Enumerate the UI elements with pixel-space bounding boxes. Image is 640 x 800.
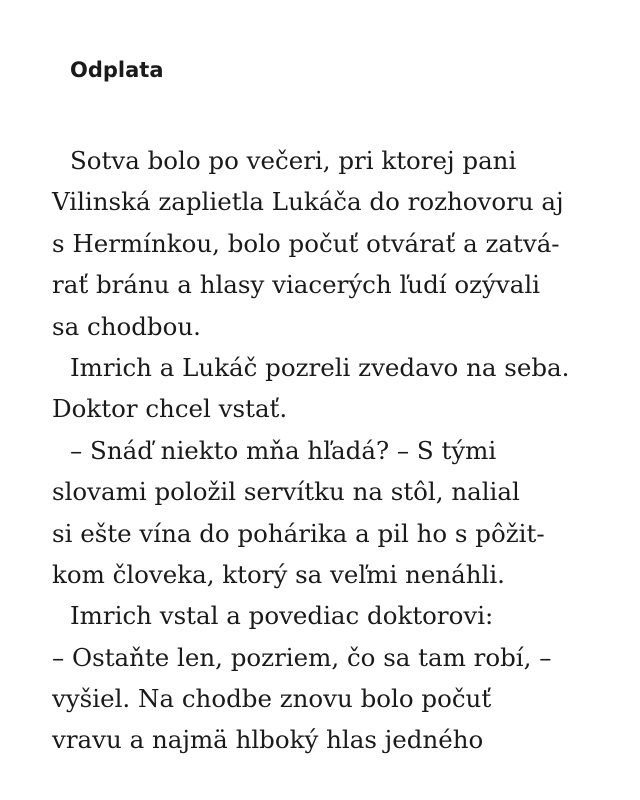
text-line: vyšiel. Na chodbe znovu bolo počuť (52, 684, 492, 714)
chapter-title: Odplata (70, 58, 164, 82)
text-line: vravu a najmä hlboký hlas jedného (52, 725, 484, 755)
text-line: kom človeka, ktorý sa veľmi nenáhli. (52, 559, 505, 589)
text-line: Vilinská zaplietla Lukáča do rozhovoru aj (52, 187, 564, 217)
text-line: sa chodbou. (52, 311, 201, 341)
text-line: si ešte vína do pohárika a pil ho s pôžit- (52, 518, 545, 548)
text-line: Imrich a Lukáč pozreli zvedavo na seba. (70, 352, 570, 382)
text-line: rať bránu a hlasy viacerých ľudí ozývali (52, 270, 541, 300)
text-line: s Hermínkou, bolo počuť otvárať a zatvá- (52, 228, 560, 258)
text-line: Imrich vstal a povediac doktorovi: (70, 601, 494, 631)
text-line: Doktor chcel vstať. (52, 394, 288, 424)
text-line: – Snáď niekto mňa hľadá? – S tými (70, 435, 497, 465)
text-line: – Ostaňte len, pozriem, čo sa tam robí, – (52, 642, 552, 672)
body-text (52, 140, 612, 761)
text-line: slovami položil servítku na stôl, nalial (52, 477, 520, 507)
text-line: Sotva bolo po večeri, pri ktorej pani (70, 146, 517, 175)
